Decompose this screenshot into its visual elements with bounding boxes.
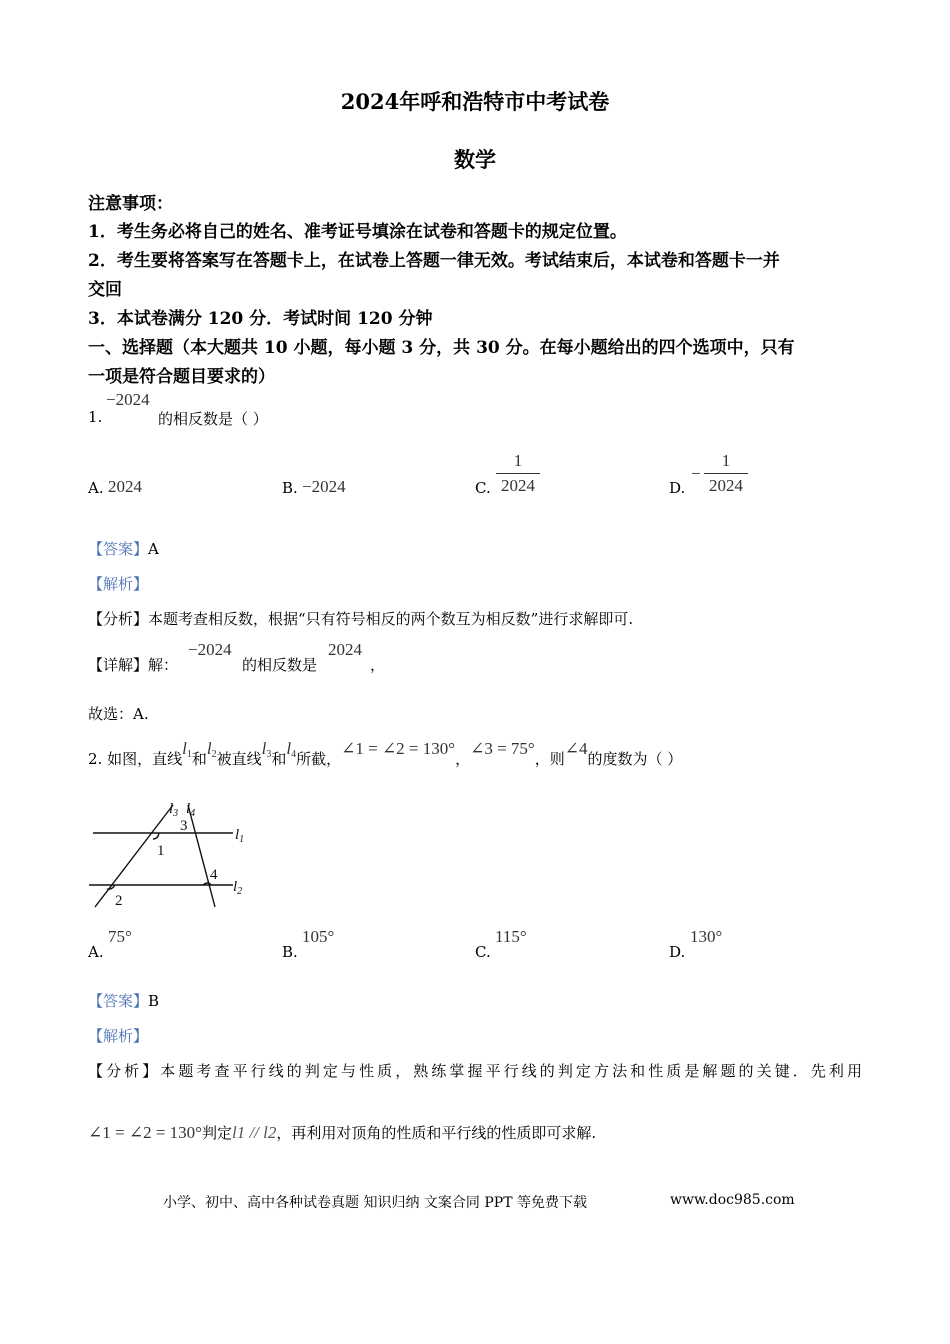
- q2-eq2: ∠3 = 75°: [470, 739, 535, 758]
- q1-number: 1.: [88, 408, 103, 426]
- subscript: 3: [173, 808, 179, 819]
- q2-option-b-label: B.: [282, 943, 298, 961]
- subscript: 4: [291, 749, 297, 760]
- section-header-line1: 一、选择题（本大题共 10 小题，每小题 3 分，共 30 分。在每小题给出的四个选项中，只有: [88, 338, 795, 358]
- line-symbol: l: [186, 801, 191, 817]
- notice-item-3: 3．本试卷满分 120 分．考试时间 120 分钟: [88, 309, 433, 329]
- q2-number: 2.: [88, 750, 103, 768]
- notice-heading: 注意事项：: [88, 194, 173, 214]
- q1-option-a-value: 2024: [108, 477, 142, 496]
- q1-answer-value: A: [148, 540, 159, 558]
- line-l4: [188, 805, 215, 907]
- q2-option-c-value: 115°: [495, 927, 527, 946]
- label-l1: [235, 827, 244, 845]
- q2-l1: [182, 739, 192, 758]
- q2-text: ，则: [534, 750, 565, 768]
- q1-option-d-numerator: 1: [721, 451, 731, 470]
- q2-text: 判定: [201, 1124, 232, 1142]
- q2-option-d-value: 130°: [690, 927, 723, 946]
- fraction-bar: [704, 473, 748, 474]
- label-l2: [233, 879, 242, 897]
- q1-option-d-sign: −: [691, 464, 701, 483]
- angle-label-3: 3: [180, 818, 188, 834]
- q1-option-c-numerator: 1: [513, 451, 523, 470]
- q1-detail-end: ，: [370, 656, 386, 674]
- footer-url[interactable]: www.doc985.com: [670, 1192, 795, 1208]
- subscript: 2: [211, 749, 217, 760]
- fraction-bar: [496, 473, 540, 474]
- q1-option-c-fraction: [496, 451, 540, 496]
- line-symbol: l: [286, 739, 292, 758]
- q2-text: 和: [271, 750, 287, 768]
- q1-fenxi: 【分析】本题考查相反数，根据“只有符号相反的两个数互为相反数”进行求解即可.: [88, 610, 634, 628]
- angle-label-2: 2: [115, 893, 123, 909]
- q1-expr: −2024: [106, 390, 150, 409]
- q2-eq1: ∠1 = ∠2 = 130°: [341, 739, 456, 758]
- q2-option-c-label: C.: [475, 943, 491, 961]
- q1-option-d-label: D.: [669, 479, 686, 497]
- q2-text: 的度数为（ ）: [587, 750, 683, 768]
- q2-option-d-label: D.: [669, 943, 686, 961]
- angle-label-4: 4: [210, 867, 218, 883]
- q2-text: 所截，: [296, 750, 342, 768]
- q1-answer: [88, 538, 159, 559]
- subscript: 2: [237, 886, 243, 897]
- subscript: 3: [266, 749, 272, 760]
- label-l3: [169, 801, 178, 819]
- subscript: 4: [190, 808, 196, 819]
- q2-text: ，: [455, 750, 471, 768]
- q1-option-d-denominator: 2024: [709, 476, 743, 495]
- angle-arc-1: [153, 833, 159, 839]
- subject-title: 数学: [454, 147, 496, 172]
- q2-text: ，再利用对顶角的性质和平行线的性质即可求解.: [276, 1124, 597, 1142]
- q2-fenxi-expr: ∠1 = ∠2 = 130°: [88, 1123, 202, 1142]
- answer-tag: 【答案】: [88, 992, 149, 1010]
- angle-label-1: 1: [157, 843, 165, 859]
- q1-option-b-value: −2024: [302, 477, 346, 496]
- line-symbol: l: [169, 801, 174, 817]
- q2-fenxi-line2: [88, 1122, 596, 1143]
- notice-item-1: 1．考生务必将自己的姓名、准考证号填涂在试卷和答题卡的规定位置。: [88, 222, 627, 242]
- q2-text: 如图，直线: [107, 750, 183, 768]
- q1-option-d-fraction: [704, 451, 748, 496]
- q2-angle4: ∠4: [564, 739, 588, 758]
- q1-option-a-label: A.: [88, 479, 104, 497]
- q1-option-b-label: B.: [282, 479, 298, 497]
- q2-stem: [88, 739, 683, 770]
- q2-option-a-value: 75°: [108, 927, 132, 946]
- q2-parallel-expr: l1 // l2: [231, 1123, 277, 1142]
- label-l4: [186, 801, 195, 819]
- q2-fenxi: 【分析】本题考查平行线的判定与性质，熟练掌握平行线的判定方法和性质是解题的关键．先利用: [88, 1062, 862, 1080]
- q2-text: 被直线: [216, 750, 262, 768]
- q2-figure: [85, 795, 255, 915]
- q2-analysis-tag: 【解析】: [88, 1027, 149, 1045]
- line-symbol: l: [182, 739, 187, 758]
- q1-detail-prefix: 【详解】解：: [88, 656, 179, 674]
- line-symbol: l: [235, 827, 240, 843]
- q1-stem: 的相反数是（ ）: [158, 410, 268, 428]
- q1-detail-expr2: 2024: [328, 640, 362, 659]
- q2-l2: [207, 739, 217, 758]
- q1-option-c-denominator: 2024: [501, 476, 535, 495]
- line-symbol: l: [233, 879, 238, 895]
- subscript: 1: [186, 749, 192, 760]
- subscript: 1: [239, 834, 245, 845]
- q2-answer-value: B: [148, 992, 160, 1010]
- section-header-line2: 一项是符合题目要求的）: [88, 367, 275, 387]
- notice-item-2: 2．考生要将答案写在答题卡上，在试卷上答题一律无效。考试结束后，本试卷和答题卡一并: [88, 251, 780, 271]
- line-symbol: l: [261, 739, 267, 758]
- line-symbol: l: [206, 739, 212, 758]
- q1-option-c-label: C.: [475, 479, 491, 497]
- q2-l4: [286, 739, 296, 758]
- q2-answer: [88, 990, 159, 1011]
- q2-l3: [262, 739, 272, 758]
- q2-option-b-value: 105°: [302, 927, 335, 946]
- q2-option-a-label: A.: [88, 943, 104, 961]
- q1-detail-expr1: −2024: [188, 640, 232, 659]
- footer-text: 小学、初中、高中各种试卷真题 知识归纳 文案合同 PPT 等免费下载: [163, 1195, 587, 1211]
- q1-analysis-tag: 【解析】: [88, 575, 149, 593]
- notice-item-2-cont: 交回: [88, 280, 122, 300]
- q1-detail-mid: 的相反数是: [242, 656, 318, 674]
- q2-text: 和: [191, 750, 207, 768]
- page-title: 2024年呼和浩特市中考试卷: [340, 89, 610, 114]
- answer-tag: 【答案】: [88, 540, 149, 558]
- q1-choice: 故选：A.: [88, 705, 149, 723]
